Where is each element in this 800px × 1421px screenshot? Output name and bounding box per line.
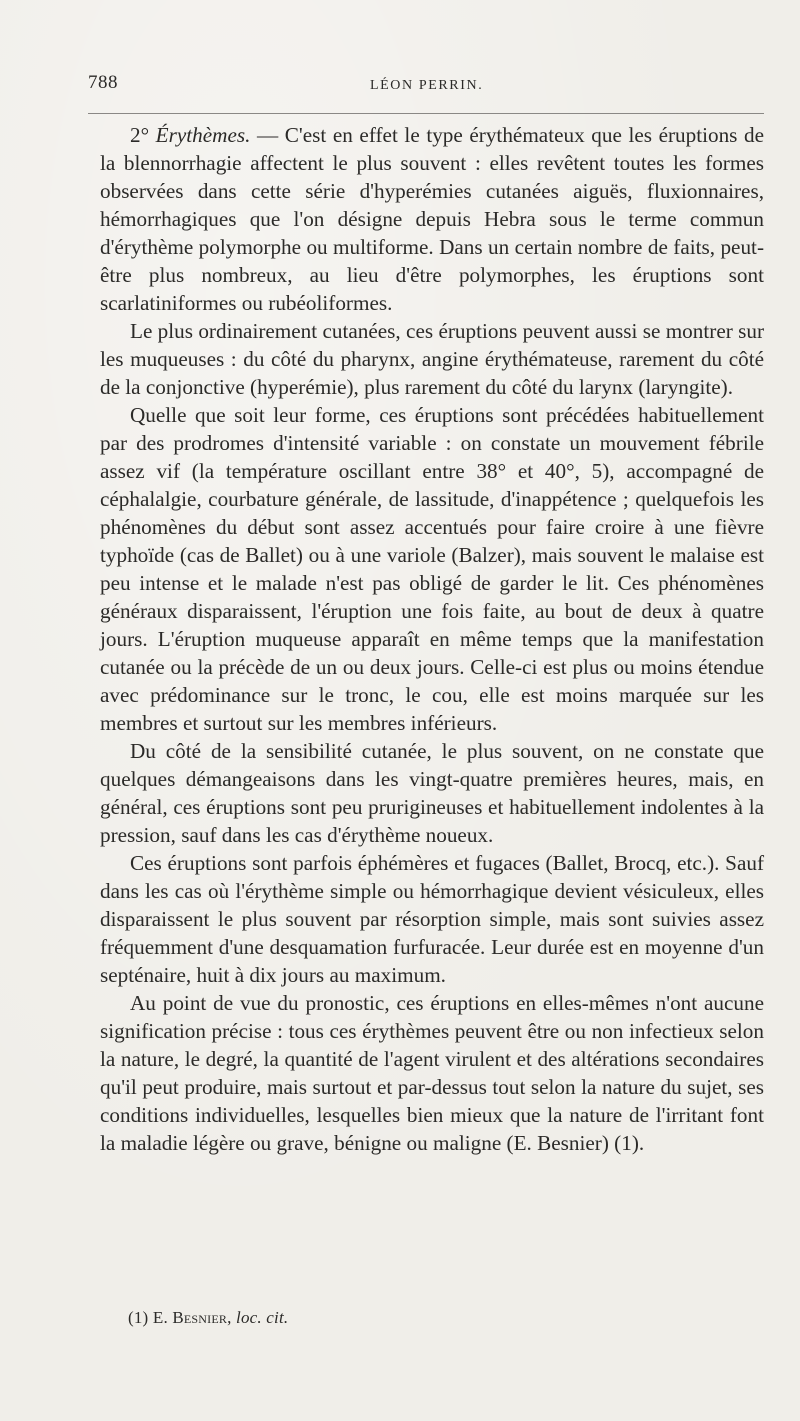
running-head: LÉON PERRIN. (370, 78, 484, 93)
paragraph: Ces éruptions sont parfois éphémères et fugaces (Ballet, Brocq, etc.). Sauf dans les cas où l'érythème simple ou hémorrhagique devient vésiculeux, elles disparaissent le plus souvent par résorption simple, mais sont suivies assez fréquemment d'une desquamation furfuracée. Leur durée est en moyenne d'un septénaire, huit à dix jours au maximum. (100, 851, 764, 987)
section-lead-text: — C'est en effet le type érythémateux que les éruptions de la blennorrhagie affectent le plus souvent : elles revêtent toutes les formes observées dans cette série d'hyperémies cutanées aiguës, fluxionnaires, hémorrhagiques que l'on désigne depuis Hebra sous le terme commun d'érythème polymorphe ou multiforme. Dans un certain nombre de faits, peut-être plus nombreux, au lieu d'être polymorphes, les éruptions sont scarlatiniformes ou rubéoliformes. (100, 123, 765, 315)
section-term: Érythèmes. (155, 123, 251, 147)
section-opening-paragraph (100, 121, 764, 317)
footnote (128, 1308, 288, 1328)
section-number: 2° (130, 123, 150, 147)
footnote-separator: , (227, 1308, 237, 1327)
paragraph: Le plus ordinairement cutanées, ces éruptions peuvent aussi se montrer sur les muqueuses : du côté du pharynx, angine érythémateuse, rarement du côté de la conjonctive (hyperémie), plus rarement du côté du larynx (laryngite). (100, 319, 764, 399)
header-rule (88, 113, 764, 114)
footnote-marker: (1) E. (128, 1308, 173, 1327)
body-text (100, 121, 764, 1157)
paragraph: Quelle que soit leur forme, ces éruptions sont précédées habituellement par des prodromes d'intensité variable : on constate un mouvement fébrile assez vif (la température oscillant entre 38° et 40°, 5), accompagné de céphalalgie, courbature générale, de lassitude, d'inappétence ; quelquefois les phénomènes du début sont assez accentués pour faire croire à une fièvre typhoïde (cas de Ballet) ou à une variole (Balzer), mais souvent le malaise est peu intense et le malade n'est pas obligé de garder le lit. Ces phénomènes généraux disparaissent, l'éruption une fois faite, au bout de deux à quatre jours. L'éruption muqueuse apparaît en même temps que la manifestation cutanée ou la précède de un ou deux jours. Celle-ci est plus ou moins étendue avec prédominance sur le tronc, le cou, elle est moins marquée sur les membres et surtout sur les membres inférieurs. (100, 403, 764, 735)
footnote-author: Besnier (172, 1308, 228, 1327)
page-header (88, 72, 788, 102)
page-number: 788 (88, 72, 118, 93)
paragraph: Du côté de la sensibilité cutanée, le plus souvent, on ne constate que quelques démangeaisons dans les vingt-quatre premières heures, mais, en général, ces éruptions sont peu prurigineuses et habituellement indolentes à la pression, sauf dans les cas d'érythème noueux. (100, 739, 764, 847)
footnote-reference: loc. cit. (236, 1308, 289, 1327)
paragraph: Au point de vue du pronostic, ces éruptions en elles-mêmes n'ont aucune signification précise : tous ces érythèmes peuvent être ou non infectieux selon la nature, le degré, la quantité de l'agent virulent et des altérations secondaires qu'il peut produire, mais surtout et par-dessus tout selon la nature du sujet, ses conditions individuelles, lesquelles bien mieux que la nature de l'irritant font la maladie légère ou grave, bénigne ou maligne (E. Besnier) (1). (100, 991, 764, 1155)
